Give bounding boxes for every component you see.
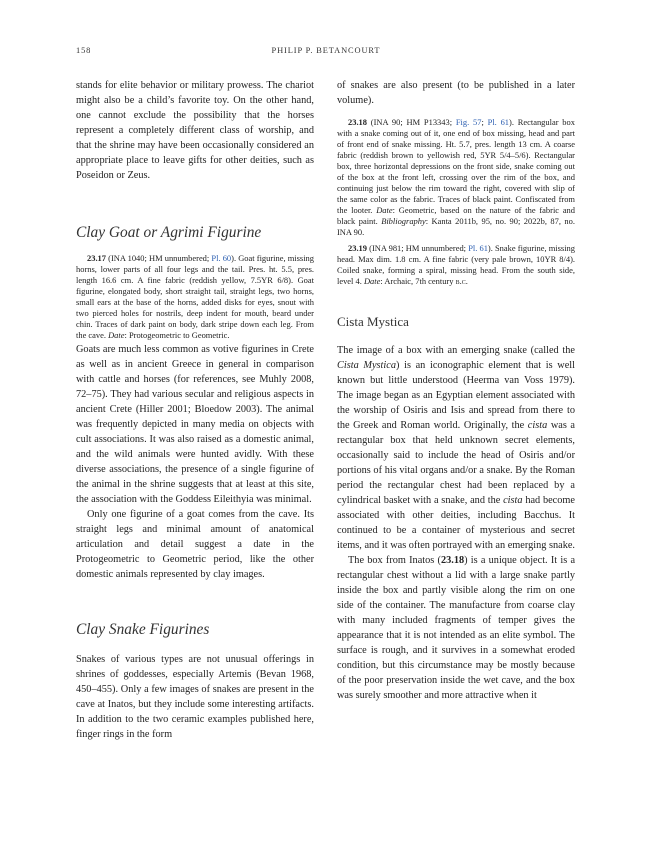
running-header [76, 46, 576, 60]
goat-paragraph-1: Goats are much less common as votive figurines in Crete as well as in ancient Greece in general in comparison with cattle and horses (for references, see Muhly 2008, 72–75). They had various secular and religious aspects in ancient Crete (Hiller 2001; Bloedow 2003). The animal was frequently depicted in many media on objects with cult associations. It was also raised as a domestic animal, and the wild animals were hunted avidly. With these diverse associations, the presence of a single figurine of the animal in the shrine suggests that at least at this site, the association with the Goddess Eileithyia was minimal. [76, 344, 314, 506]
catalog-number: 23.19 [348, 242, 367, 253]
plate-link[interactable]: Pl. 60 [211, 253, 232, 263]
paragraph-continued-right: of snakes are also present (to be published in a later volume). [337, 80, 575, 106]
cista-paragraph-1: The image of a box with an emerging snake (called the Cista Mystica) is an iconographic element that is well known but little understood (Heerma van Voss 1979). The image began as an Egyptian element associated with the worship of Osiris and Isis and spread from there to the Greek and Roman world. Originally, the cista was a rectangular box that held unknown secret elements, occasionally said to include the head of Osiris and/or portions of his vital organs and/or a snake. By the Roman period the rectangular chest had been replaced by a cylindrical basket with a snake, and the cista had become associated with other deities, including Bacchus. It continued to be a container of mysterious and secret items, and it was often portrayed with an emerging snake. [337, 344, 576, 551]
plate-link[interactable]: Pl. 61 [487, 117, 510, 127]
catalog-number: 23.17 [87, 253, 106, 263]
paragraph-continued: stands for elite behavior or military prowess. The chariot might also be a child’s favorite toy. On the other hand, one cannot exclude the possibility that the horses represent a completely different class of worship, and that the shrine may have been occasionally considered an appropriate place to leave gifts for other deities, such as Poseidon or Zeus. [76, 80, 314, 181]
section-heading-cista: Cista Mystica [337, 313, 409, 329]
catalog-number: 23.18 [348, 117, 367, 127]
goat-paragraph-2: Only one figurine of a goat comes from the cave. Its straight legs and minimal amount of anatomical articulation and detail suggest a date in the Protogeometric to Geometric period, like the other domestic animals represented by clay images. [76, 509, 314, 581]
snake-paragraph-1: Snakes of various types are not unusual offerings in shrines of goddesses, especially Artemis (Bevan 1968, 450–455). Only a few images of snakes are present in the cave at Inatos, but they include some interesting artifacts. In addition to the two ceramic examples published here, finger rings in the form [76, 654, 314, 741]
right-column [337, 78, 575, 703]
left-column [76, 78, 314, 742]
cista-paragraph-2: The box from Inatos (23.18) is a unique object. It is a rectangular chest without a lid with a large snake partly inside the box and partly visible along the rim on one side of the container. The manufacture from coarse clay with many included fragments of temper gives the appearance that it is not intended as an elite symbol. The surface is rough, and it survives in a somewhat eroded condition, but this circumstance may be mostly because of the poor preservation inside the wet cave, and the box was surely smoother and more attractive when it [337, 554, 576, 701]
plate-link[interactable]: Pl. 61 [468, 242, 488, 253]
section-heading-snake: Clay Snake Figurines [76, 621, 210, 639]
running-title: PHILIP P. BETANCOURT [271, 46, 381, 55]
catalog-reference: 23.18 [440, 554, 465, 566]
section-heading-goat: Clay Goat or Agrimi Figurine [76, 224, 262, 241]
catalog-entry-23-19: 23.19 (INA 981; HM unnumbered; Pl. 61). Snake figurine, missing head. Max dim. 1.8 cm. A fine fabric (very pale brown, 10YR 8/4). Coiled snake, forming a spiral, missing head. From the south side, level 4. Date: Archaic, 7th century b.c. [337, 242, 575, 286]
page-number: 158 [76, 46, 92, 55]
catalog-entry-23-18: 23.18 (INA 90; HM P13343; Fig. 57; Pl. 61). Rectangular box with a snake coming out of it, one end of box missing, head and part of front end of snake missing. Ht. 5.7, pres. length 13 cm. A coarse fabric (reddish brown to yellowish red, 5YR 5/4–5/6). Rectangular box, three horizontal depressions on the front side, snake coming out of the box at the front left, crossing over the rim of the box, and continuing just below the rim toward the right, covered with slip of the same color as the fabric. Traces of black paint. Confiscated from the looter. Date: Geometric, based on the nature of the fabric and black paint. Bibliography: Kanta 2011b, 95, no. 90; 2022b, 87, no. INA 90. [337, 117, 575, 238]
catalog-entry-23-17: 23.17 (INA 1040; HM unnumbered; Pl. 60). Goat figurine, missing horns, lower parts of all four legs and the tail. Pres. ht. 5.5, pres. length 16.6 cm. A fine fabric (reddish yellow, 7.5YR 6/8). Goat figurine, elongated body, short straight tail, straight legs, two horns, small ears at the base of the horns, added disks for eyes, snout with two pierced holes for nostrils, deep indent for mouth, beard under chin. Traces of dark paint on body, dark stripe down each leg. From the cave. Date: Protogeometric to Geometric. [76, 253, 314, 341]
figure-link[interactable]: Fig. 57 [455, 117, 482, 127]
